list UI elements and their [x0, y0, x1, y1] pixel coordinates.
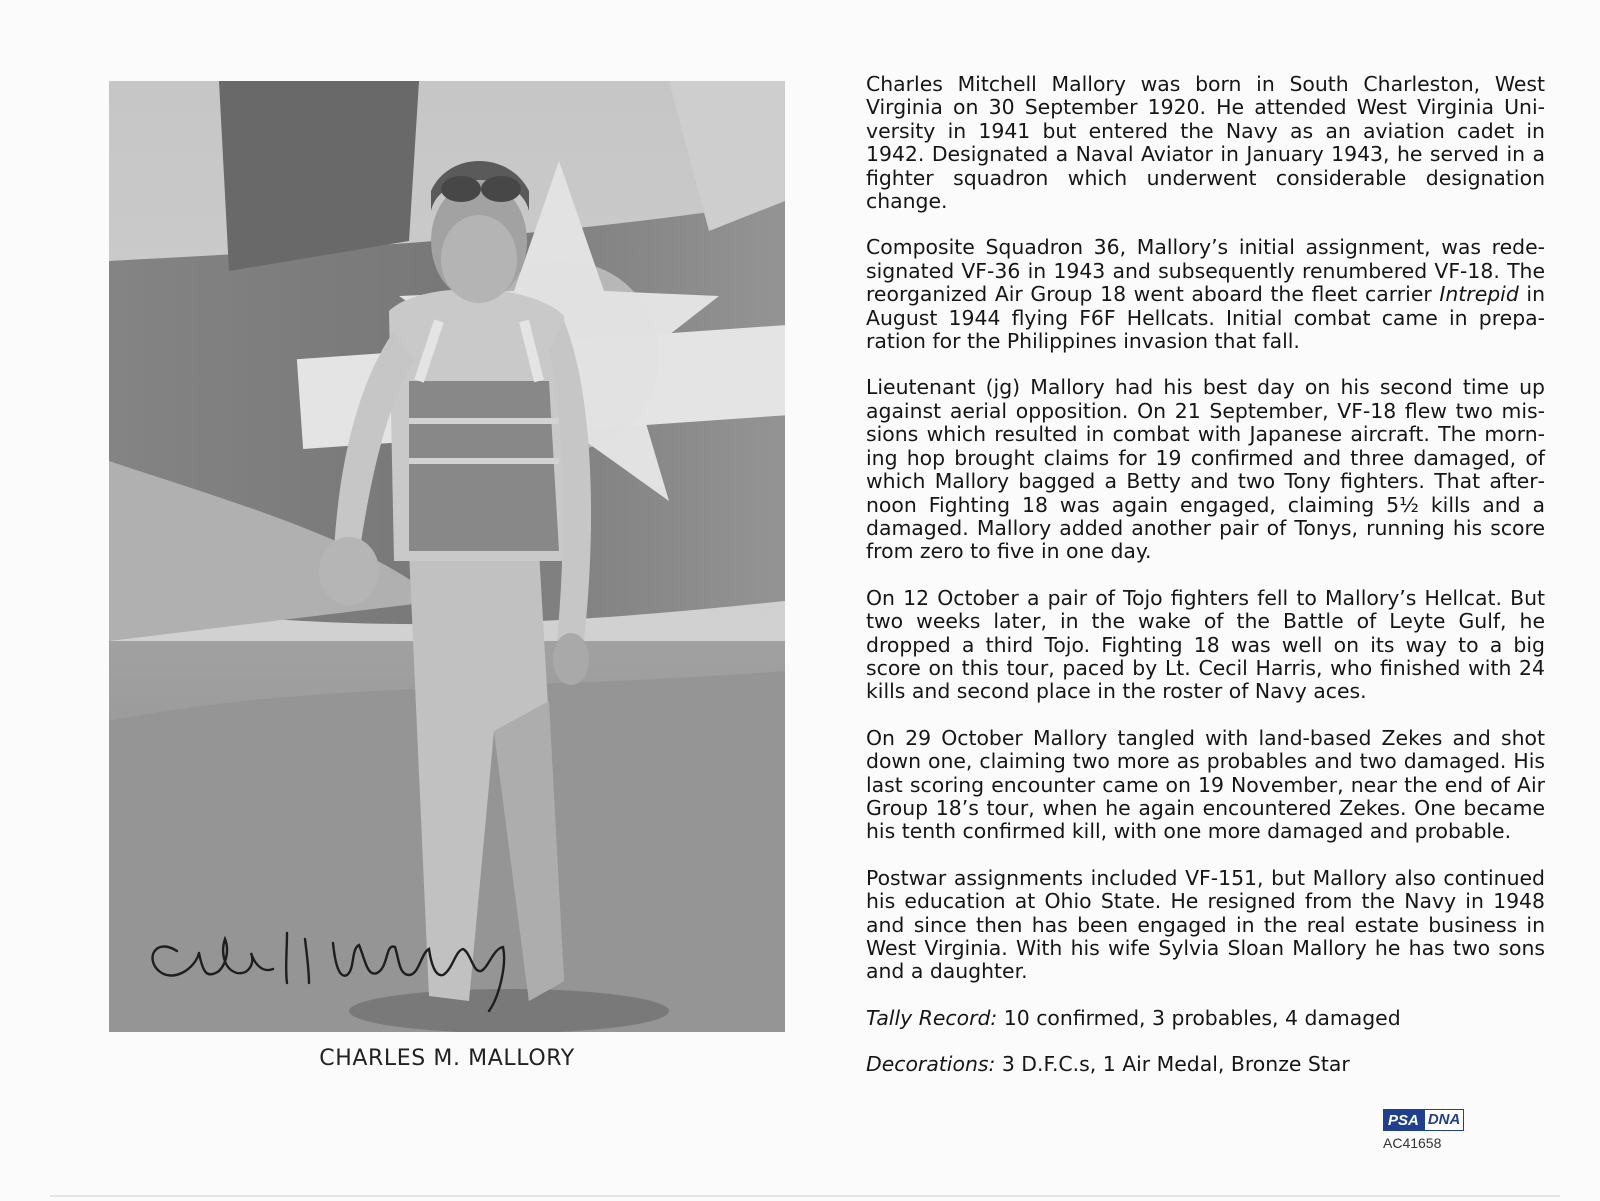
certification-number: AC41658 [1383, 1135, 1442, 1151]
tally-value: 10 confirmed, 3 probables, 4 damaged [997, 1005, 1401, 1030]
decorations-label: Decorations: [866, 1052, 996, 1077]
bio-paragraph: Composite Squadron 36, Mallory’s initial assignment, was redesignated VF-36 in 1943 and subsequently renumbered VF-18. The reorganized Air Group 18 went aboard the fleet carrier Intrepid in August 1944 flying F6F Hellcats. Initial combat came in preparation for the Philippines invasion that fall. [866, 235, 1545, 354]
decorations [866, 1053, 1545, 1076]
autograph-signature [137, 889, 517, 1019]
bio-paragraph: On 12 October a pair of Tojo fighters fell to Mallory’s Hellcat. But two weeks later, in the wake of the Battle of Leyte Gulf, he dropped a third Tojo. Fighting 18 was well on its way to a big score on this tour, paced by Lt. Cecil Harris, who finished with 24 kills and second place in the roster of Navy aces. [866, 585, 1545, 704]
photo-caption: CHARLES M. MALLORY [319, 1046, 575, 1071]
authentication-sticker [1383, 1109, 1493, 1151]
page-edge-rule [50, 1195, 1560, 1197]
psa-dna-logo: PSA DNA [1383, 1109, 1493, 1131]
bio-paragraph: Lieutenant (jg) Mallory had his best day on his second time up against aerial opposition. On 21 September, VF-18 flew two missions which resulted in combat with Japanese aircraft. The morning hop brought claims for 19 confirmed and three damaged, of which Mallory bagged a Betty and two Tony fighters. That afternoon Fighting 18 was again engaged, claiming 5½ kills and a damaged. Mallory added another pair of Tonys, running his score from zero to five in one day. [866, 375, 1545, 564]
decorations-value: 3 D.F.C.s, 1 Air Medal, Bronze Star [995, 1052, 1350, 1077]
biography-text [866, 73, 1545, 1100]
ship-name: Intrepid [1439, 282, 1519, 307]
bio-paragraph: On 29 October Mallory tangled with land-based Zekes and shot down one, claiming two more as probables and two damaged. His last scoring encounter came on 19 November, near the end of Air Group 18’s tour, when he again encountered Zekes. One became his tenth confirmed kill, with one more damaged and probable. [866, 725, 1545, 844]
tally-label: Tally Record: [866, 1005, 998, 1030]
bio-paragraph: Charles Mitchell Mallory was born in South Charleston, West Virginia on 30 September 1920. He attended West Virginia University in 1941 but entered the Navy as an aviation cadet in 1942. Designated a Naval Aviator in January 1943, he served in a fighter squadron which underwent considerable designation change. [866, 72, 1545, 214]
tally-record [866, 1007, 1545, 1030]
bio-paragraph: Postwar assignments included VF-151, but Mallory also continued his education at Ohio State. He resigned from the Navy in 1948 and since then has been engaged in the real estate business in West Virginia. With his wife Sylvia Sloan Mallory he has two sons and a daughter. [866, 865, 1545, 984]
pilot-photo [109, 81, 785, 1032]
